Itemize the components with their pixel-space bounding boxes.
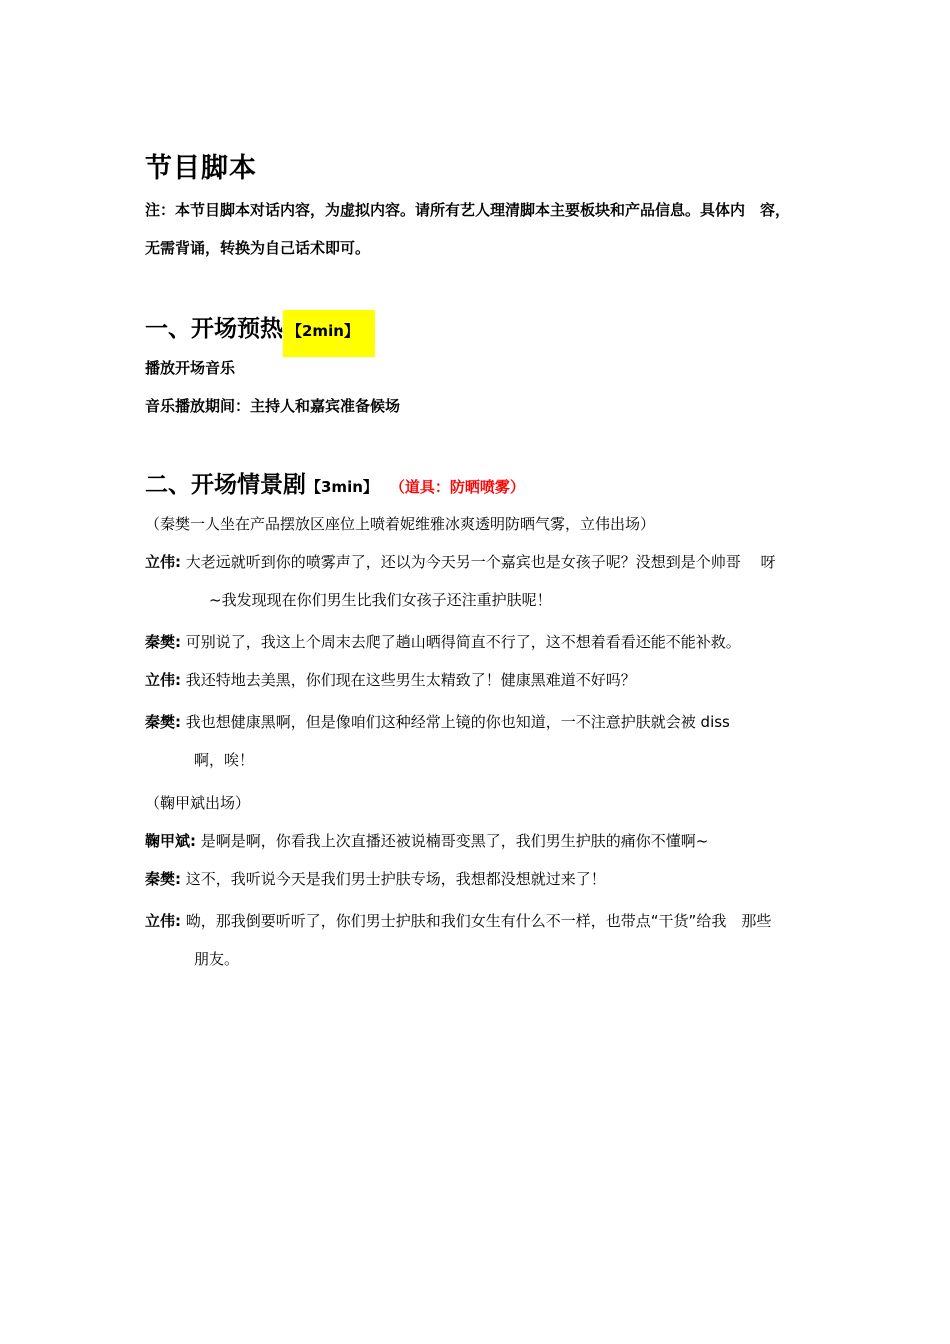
dialogue-7-cont: 朋友。 bbox=[194, 950, 240, 968]
dialogue-text: 这不，我听说今天是我们男士护肤专场，我想都没想就过来了！ bbox=[185, 870, 606, 888]
dialogue-text: 呦，那我倒要听听了，你们男士护肤和我们女生有什么不一样，也带点“干货”给我 那些 bbox=[185, 912, 772, 930]
section-2-heading bbox=[145, 466, 525, 499]
dialogue-text: 大老远就听到你的喷雾声了，还以为今天另一个嘉宾也是女孩子呢？没想到是个帅哥 呀 bbox=[185, 553, 776, 571]
speaker-name: 秦樊: bbox=[145, 713, 181, 731]
dialogue-4 bbox=[145, 711, 730, 732]
section-2-title: 二、开场情景剧 bbox=[145, 472, 306, 498]
dialogue-1-cont: ~我发现现在你们男生比我们女孩子还注重护肤呢！ bbox=[209, 591, 552, 609]
dialogue-text: 我也想健康黑啊，但是像咱们这种经常上镜的你也知道，一不注意护肤就会被 diss bbox=[185, 713, 730, 731]
dialogue-7 bbox=[145, 910, 771, 931]
page-title: 节目脚本 bbox=[145, 153, 257, 184]
note-line-1: 注：本节目脚本对话内容，为虚拟内容。请所有艺人理清脚本主要板块和产品信息。具体内 容， bbox=[145, 201, 791, 219]
section-1-heading bbox=[145, 310, 375, 357]
section-2-duration: 【3min】 bbox=[306, 478, 378, 496]
dialogue-1 bbox=[145, 551, 776, 572]
dialogue-text: 我还特地去美黑，你们现在这些男生太精致了！健康黑难道不好吗？ bbox=[185, 671, 636, 689]
dialogue-3 bbox=[145, 669, 636, 690]
section-1-item-2: 音乐播放期间：主持人和嘉宾准备候场 bbox=[145, 397, 401, 415]
section-2-prop: （道具：防晒喷雾） bbox=[389, 478, 525, 496]
speaker-name: 秦樊: bbox=[145, 870, 181, 888]
speaker-name: 立伟: bbox=[145, 553, 181, 571]
dialogue-5 bbox=[145, 830, 708, 851]
dialogue-6 bbox=[145, 868, 606, 889]
dialogue-2 bbox=[145, 631, 741, 652]
speaker-name: 鞠甲斌: bbox=[145, 832, 196, 850]
speaker-name: 立伟: bbox=[145, 671, 181, 689]
dialogue-text: 是啊是啊，你看我上次直播还被说楠哥变黑了，我们男生护肤的痛你不懂啊~ bbox=[200, 832, 709, 850]
stage-direction-2: （鞠甲斌出场） bbox=[145, 794, 251, 812]
speaker-name: 秦樊: bbox=[145, 633, 181, 651]
note-line-2: 无需背诵，转换为自己话术即可。 bbox=[145, 239, 371, 257]
dialogue-4-cont: 啊，唉！ bbox=[194, 751, 255, 769]
section-1-item-1: 播放开场音乐 bbox=[145, 359, 236, 377]
speaker-name: 立伟: bbox=[145, 912, 181, 930]
dialogue-text: 可别说了，我这上个周末去爬了趟山晒得简直不行了，这不想着看看还能不能补救。 bbox=[185, 633, 741, 651]
stage-direction-1: （秦樊一人坐在产品摆放区座位上喷着妮维雅冰爽透明防晒气雾，立伟出场） bbox=[145, 515, 656, 533]
section-1-duration-highlight: 【2min】 bbox=[283, 310, 375, 357]
section-1-title: 一、开场预热 bbox=[145, 316, 283, 342]
